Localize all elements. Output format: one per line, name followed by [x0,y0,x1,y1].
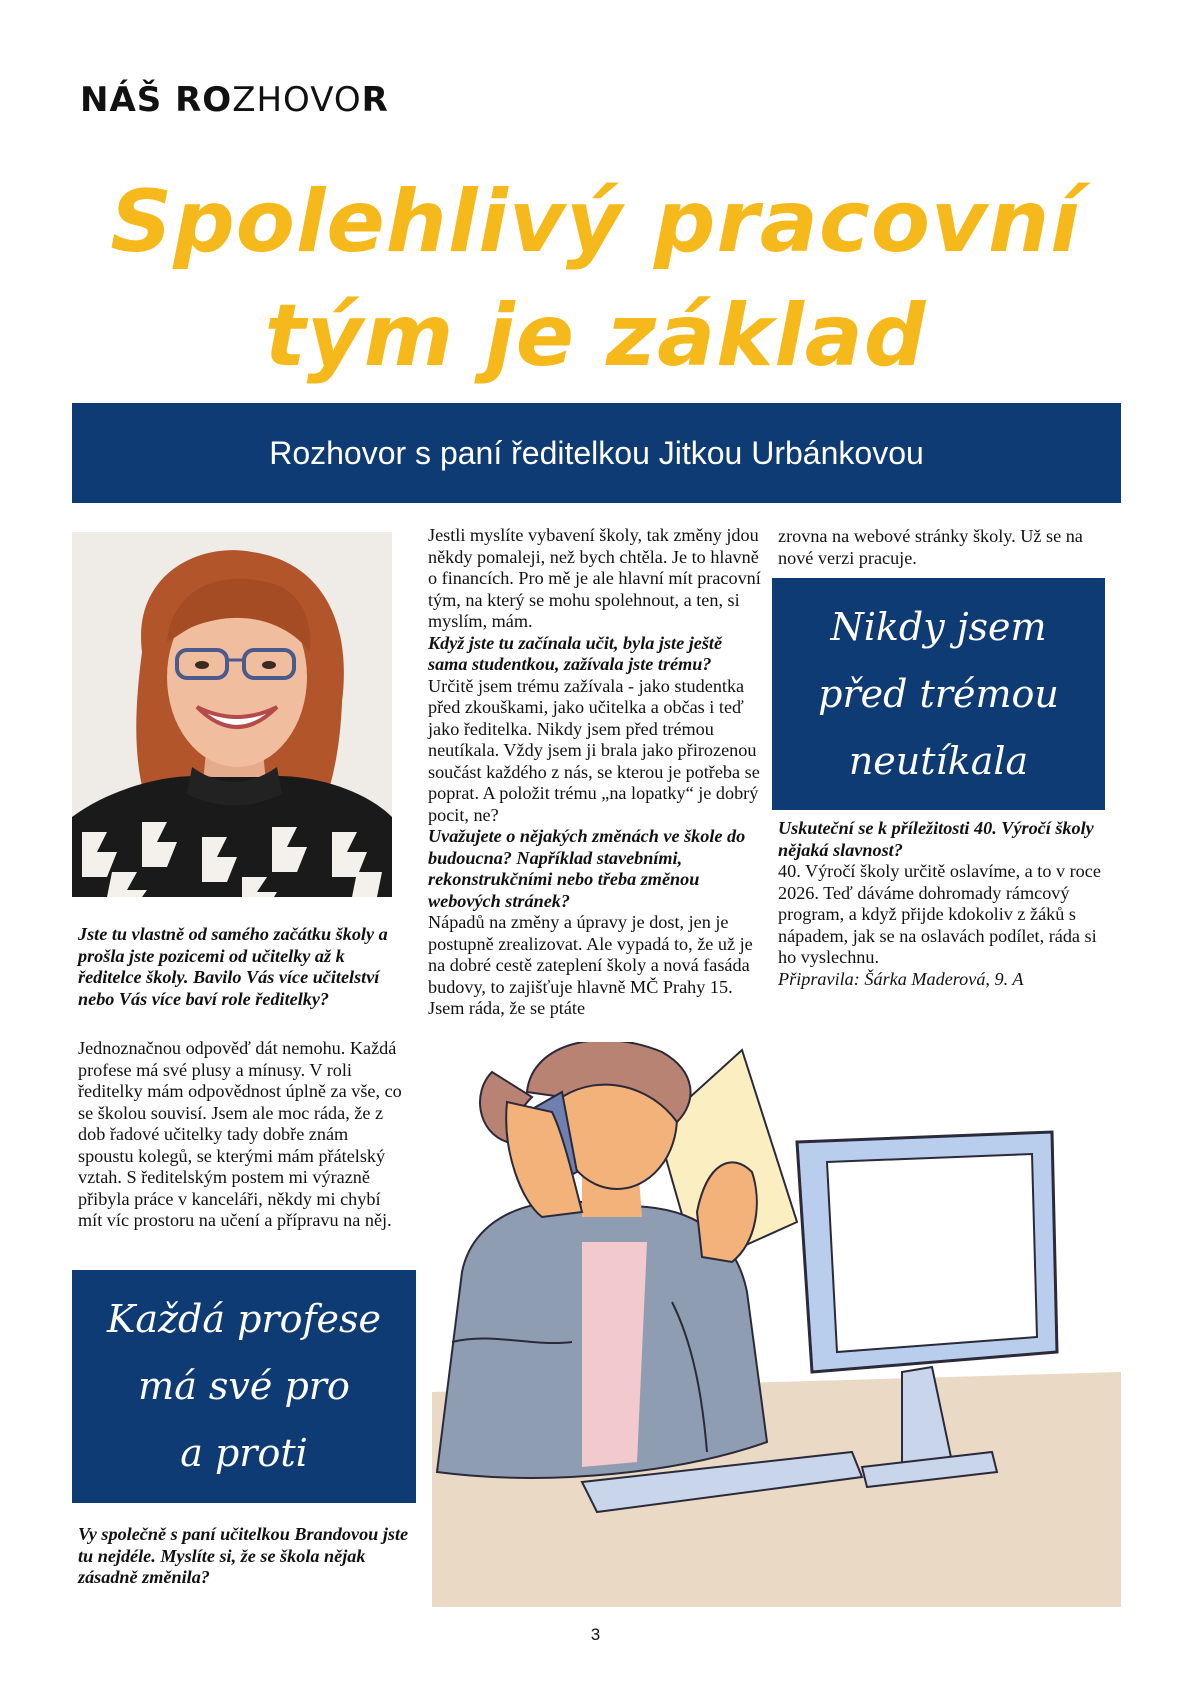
title-line-2: tým je základ [264,286,927,386]
section-label-light: ZHOVO [232,80,362,120]
author-credit: Připravila: Šárka Maderová, 9. A [778,968,1024,989]
question-1: Jste tu vlastně od samého začátku školy a prošla jste pozicemi od učitelky až k ředitelce školy. Bavilo Vás více učitelství nebo Vás více baví role ředitelky? [78,924,388,1009]
pull-quote-1 [72,1270,416,1503]
subtitle-bar [72,403,1121,503]
answer-3: Určitě jsem trému zažívala - jako studentka před zkouškami, jako učitelka a občas i teď jako ředitelka. Nikdy jsem před trémou neutíkala. Vždy jsem ji brala jako přirozenou součást každého z nás, se kterou je potřeba se poprat. A položit trému „na lopatky“ je dobrý pocit, ne? [428,675,760,825]
section-label-end: R [361,80,389,120]
title-line-1: Spolehlivý pracovní [110,172,1081,272]
answer-5: 40. Výročí školy určitě oslavíme, a to v roce 2026. Teď dáváme dohromady rámcový program, a když přijde kdokoliv z žáků s nápadem, jak se na oslavách podílet, ráda si ho vyslechnu. [778,861,1101,967]
office-illustration [432,1042,1121,1607]
answer-4: Nápadů na změny a úpravy je dost, jen je postupně zrealizovat. Ale vypadá to, že už je na dobré cestě zateplení školy a nová fasáda budovy, to zajišťuje hlavně MČ Prahy 15. Jsem ráda, že se ptáte [428,912,753,1018]
column-3 [778,818,1118,990]
portrait-photo [72,532,392,897]
question-5: Uskuteční se k příležitosti 40. Výročí školy nějaká slavnost? [778,818,1094,860]
question-2: Vy společně s paní učitelkou Brandovou jste tu nejdéle. Myslíte si, že se škola nějak zásadně změnila? [78,1524,409,1587]
subtitle-text: Rozhovor s paní ředitelkou Jitkou Urbánkovou [269,434,924,471]
answer-2: Jestli myslíte vybavení školy, tak změny jdou někdy pomaleji, než bych chtěla. Je to hlavně o financích. Pro mě je ale hlavní mít pracovní tým, na který se mohu spolehnout, a ten, si myslím, mám. [428,525,761,631]
pull-quote-2 [772,578,1105,810]
answer-1: Jednoznačnou odpověď dát nemohu. Každá profese má své plusy a mínusy. V roli ředitelky mám odpovědnost úplně za vše, co se školou souvisí. Jsem ale moc ráda, že z dob řadové učitelky tady dobře znám spoustu kolegů, se kterými mám přátelský vztah. S ředitelským postem mi výrazně přibyla práce v kanceláři, někdy mi chybí mít víc prostoru na učení a přípravu na něj. [78,1038,402,1230]
pull-quote-1-text: Každá profese má své pro a proti [106,1297,382,1475]
question-4: Uvažujete o nějakých změnách ve škole do budoucna? Například stavebními, rekonstrukčními nebo třeba změnou webových stránek? [428,826,746,911]
woman-on-phone-illustration [432,1042,1121,1607]
answer-4-continued: zrovna na webové stránky školy. Už se na nové verzi pracuje. [778,526,1083,568]
column-2 [428,525,763,1020]
pull-quote-2-text: Nikdy jsem před trémou neutíkala [818,604,1059,783]
section-label-bold: NÁŠ RO [80,80,233,120]
question-3: Když jste tu začínala učit, byla jste ještě sama studentkou, zažívala jste trému? [428,632,723,674]
main-title [60,165,1131,393]
page-number: 3 [590,1625,601,1644]
section-label [80,80,389,120]
portrait-illustration [72,532,392,897]
